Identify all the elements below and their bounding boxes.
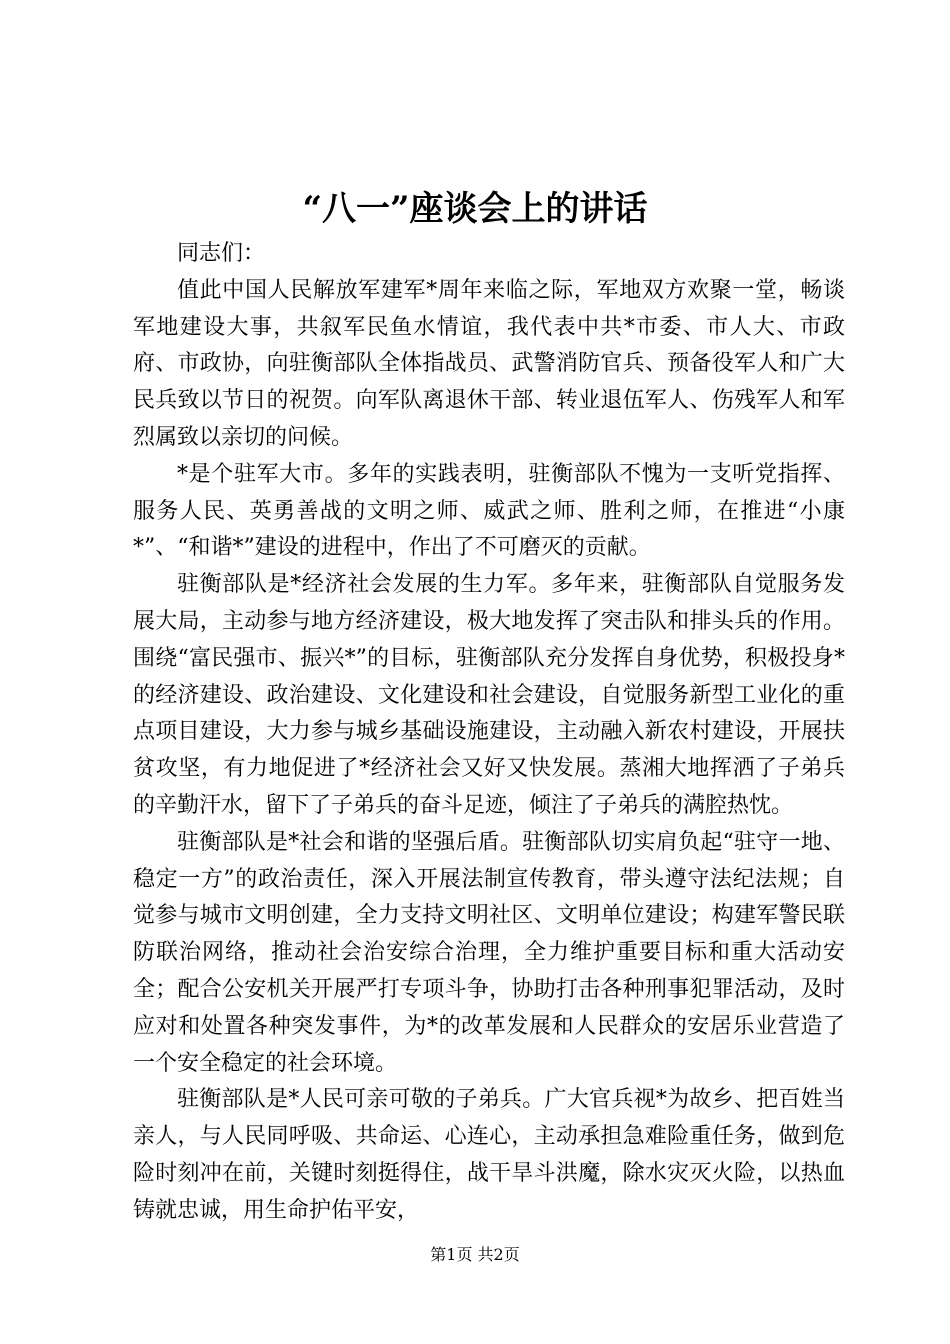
salutation: 同志们： xyxy=(177,241,266,266)
document-title: “八一”座谈会上的讲话 xyxy=(302,189,648,229)
paragraph-1: 值此中国人民解放军建军*周年来临之际，军地双方欢聚一堂，畅谈军地建设大事，共叙军民鱼水情谊，我代表中共*市委、市人大、市政府、市政协，向驻衡部队全体指战员、武警消防官兵、预备役军人和广大民兵致以节日的祝贺。向军队离退休干部、转业退伍军人、伤残军人和军烈属致以亲切的问候。 xyxy=(133,277,845,450)
page-footer: 第1页 共2页 xyxy=(430,1245,520,1264)
document-body xyxy=(133,236,845,1230)
paragraph-5: 驻衡部队是*人民可亲可敬的子弟兵。广大官兵视*为故乡、把百姓当亲人，与人民同呼吸、共命运、心连心，主动承担急难险重任务，做到危险时刻冲在前，关键时刻挺得住，战干旱斗洪魔，除水灾灭火险，以热血铸就忠诚，用生命护佑平安， xyxy=(133,1087,845,1223)
paragraph-3: 驻衡部队是*经济社会发展的生力军。多年来，驻衡部队自觉服务发展大局，主动参与地方经济建设，极大地发挥了突击队和排头兵的作用。围绕“富民强市、振兴*”的目标，驻衡部队充分发挥自身优势，积极投身*的经济建设、政治建设、文化建设和社会建设，自觉服务新型工业化的重点项目建设，大力参与城乡基础设施建设，主动融入新农村建设，开展扶贫攻坚，有力地促进了*经济社会又好又快发展。蒸湘大地挥洒了子弟兵的辛勤汗水，留下了子弟兵的奋斗足迹，倾注了子弟兵的满腔热忱。 xyxy=(133,572,845,818)
paragraph-4: 驻衡部队是*社会和谐的坚强后盾。驻衡部队切实肩负起“驻守一地、稳定一方”的政治责任，深入开展法制宣传教育，带头遵守法纪法规；自觉参与城市文明创建，全力支持文明社区、文明单位建设；构建军警民联防联治网络，推动社会治安综合治理，全力维护重要目标和重大活动安全；配合公安机关开展严打专项斗争，协助打击各种刑事犯罪活动，及时应对和处置各种突发事件，为*的改革发展和人民群众的安居乐业营造了一个安全稳定的社会环境。 xyxy=(133,829,845,1076)
paragraph-2: *是个驻军大市。多年的实践表明，驻衡部队不愧为一支听党指挥、服务人民、英勇善战的文明之师、威武之师、胜利之师，在推进“小康*”、“和谐*”建设的进程中，作出了不可磨灭的贡献。 xyxy=(133,461,845,561)
